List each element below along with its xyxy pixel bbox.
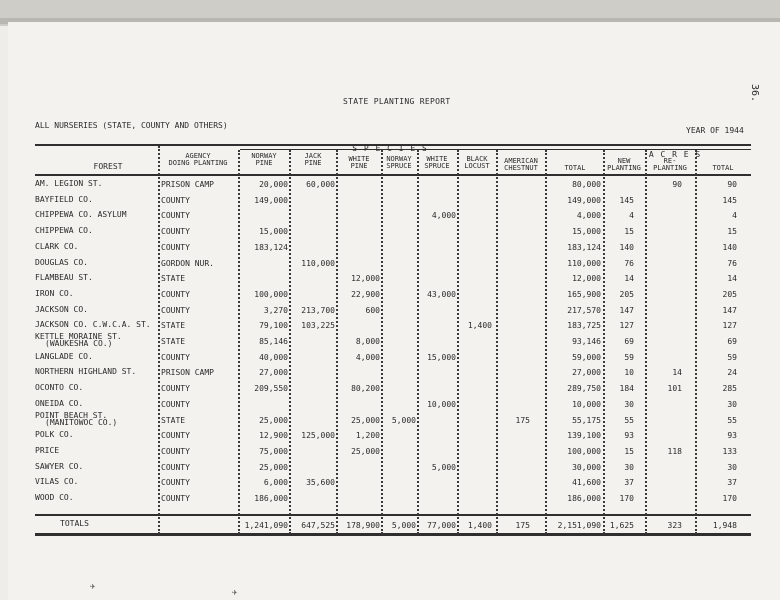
cell-norway-pine: 27,000 bbox=[259, 368, 288, 377]
agency-name: COUNTY bbox=[161, 243, 190, 252]
cell-new-planting: 127 bbox=[619, 321, 634, 330]
column-divider bbox=[603, 150, 605, 534]
forest-name: ONEIDA CO. bbox=[35, 399, 84, 408]
cell-total: 183,725 bbox=[567, 321, 601, 330]
agency-name: COUNTY bbox=[161, 196, 190, 205]
agency-name: GORDON NUR. bbox=[161, 259, 214, 268]
cell-acres-total: 69 bbox=[727, 337, 737, 346]
header-rule-bottom bbox=[35, 174, 751, 176]
forest-name: DOUGLAS CO. bbox=[35, 258, 88, 267]
forest-name: SAWYER CO. bbox=[35, 462, 84, 471]
cell-total: 100,000 bbox=[567, 447, 601, 456]
cell-white-pine: 25,000 bbox=[351, 447, 380, 456]
cell-new-planting: 205 bbox=[619, 290, 634, 299]
cell-new-planting: 69 bbox=[624, 337, 634, 346]
col-forest: FOREST bbox=[93, 162, 123, 171]
forest-name: POINT BEACH ST. bbox=[35, 411, 108, 420]
cell-norway-pine: 79,100 bbox=[259, 321, 288, 330]
cell-norway-pine: 20,000 bbox=[259, 180, 288, 189]
col-american-chestnut: AMERICAN CHESTNUT bbox=[504, 157, 538, 172]
agency-name: COUNTY bbox=[161, 353, 190, 362]
cell-acres-total: 90 bbox=[727, 180, 737, 189]
cell-norway-pine: 15,000 bbox=[259, 227, 288, 236]
cell-norway-pine: 209,550 bbox=[254, 384, 288, 393]
cell-total: 183,124 bbox=[567, 243, 601, 252]
forest-name: WOOD CO. bbox=[35, 493, 74, 502]
forest-name: JACKSON CO. bbox=[35, 305, 88, 314]
cell-acres-total: 55 bbox=[727, 416, 737, 425]
total-norway-pine: 1,241,090 bbox=[244, 521, 288, 530]
cell-new-planting: 140 bbox=[619, 243, 634, 252]
cell-jack-pine: 125,000 bbox=[301, 431, 335, 440]
cell-new-planting: 170 bbox=[619, 494, 634, 503]
cell-white-pine: 12,000 bbox=[351, 274, 380, 283]
cell-white-pine: 80,200 bbox=[351, 384, 380, 393]
cell-norway-pine: 186,000 bbox=[254, 494, 288, 503]
cell-acres-total: 147 bbox=[722, 306, 737, 315]
scan-mark-glyph: ✈ bbox=[232, 588, 238, 598]
cell-jack-pine: 35,600 bbox=[306, 478, 335, 487]
forest-name: CHIPPEWA CO. ASYLUM bbox=[35, 210, 127, 219]
cell-total: 93,146 bbox=[572, 337, 601, 346]
agency-name: PRISON CAMP bbox=[161, 368, 214, 377]
cell-acres-total: 59 bbox=[727, 353, 737, 362]
forest-name: BAYFIELD CO. bbox=[35, 195, 93, 204]
forest-name: FLAMBEAU ST. bbox=[35, 273, 93, 282]
forest-name: CLARK CO. bbox=[35, 242, 79, 251]
col-black-locust: BLACK LOCUST bbox=[464, 155, 490, 170]
col-acres-total: TOTAL bbox=[712, 164, 734, 172]
cell-norway-pine: 25,000 bbox=[259, 463, 288, 472]
cell-new-planting: 145 bbox=[619, 196, 634, 205]
forest-name: POLK CO. bbox=[35, 430, 74, 439]
report-subtitle: ALL NURSERIES (STATE, COUNTY AND OTHERS) bbox=[35, 121, 228, 130]
cell-white-pine: 1,200 bbox=[355, 431, 380, 440]
report-title: STATE PLANTING REPORT bbox=[343, 97, 451, 106]
total-white-spruce: 77,000 bbox=[427, 521, 456, 530]
column-divider bbox=[545, 150, 547, 534]
cell-new-planting: 184 bbox=[619, 384, 634, 393]
totals-label: TOTALS bbox=[60, 519, 89, 528]
agency-name: STATE bbox=[161, 416, 186, 425]
cell-american-chestnut: 175 bbox=[515, 416, 530, 425]
forest-name: VILAS CO. bbox=[35, 477, 79, 486]
cell-norway-pine: 149,000 bbox=[254, 196, 288, 205]
total-black-locust: 1,400 bbox=[467, 521, 492, 530]
cell-total: 186,000 bbox=[567, 494, 601, 503]
cell-new-planting: 15 bbox=[624, 227, 634, 236]
cell-acres-total: 127 bbox=[722, 321, 737, 330]
cell-norway-pine: 12,900 bbox=[259, 431, 288, 440]
cell-new-planting: 37 bbox=[624, 478, 634, 487]
report-year: YEAR OF 1944 bbox=[686, 126, 744, 135]
cell-acres-total: 24 bbox=[727, 368, 737, 377]
column-divider bbox=[695, 150, 697, 534]
cell-new-planting: 55 bbox=[624, 416, 634, 425]
cell-total: 41,600 bbox=[572, 478, 601, 487]
cell-white-spruce: 10,000 bbox=[427, 400, 456, 409]
cell-jack-pine: 110,000 bbox=[301, 259, 335, 268]
cell-norway-pine: 85,146 bbox=[259, 337, 288, 346]
col-white-pine: WHITE PINE bbox=[348, 155, 370, 170]
column-divider bbox=[457, 150, 459, 534]
cell-acres-total: 30 bbox=[727, 400, 737, 409]
forest-name: JACKSON CO. C.W.C.A. ST. bbox=[35, 320, 151, 329]
agency-name: COUNTY bbox=[161, 290, 190, 299]
cell-re-planting: 101 bbox=[667, 384, 682, 393]
cell-new-planting: 147 bbox=[619, 306, 634, 315]
cell-new-planting: 4 bbox=[629, 211, 634, 220]
cell-total: 217,570 bbox=[567, 306, 601, 315]
cell-acres-total: 4 bbox=[732, 211, 737, 220]
species-group-header: S P E C I E S bbox=[352, 144, 428, 153]
cell-white-pine: 600 bbox=[365, 306, 380, 315]
acres-group-header: A C R E S bbox=[648, 150, 702, 159]
cell-total: 30,000 bbox=[572, 463, 601, 472]
column-divider bbox=[158, 146, 160, 534]
cell-acres-total: 14 bbox=[727, 274, 737, 283]
cell-acres-total: 205 bbox=[722, 290, 737, 299]
column-divider bbox=[238, 150, 240, 534]
cell-white-spruce: 15,000 bbox=[427, 353, 456, 362]
col-agency: AGENCY DOING PLANTING bbox=[168, 152, 228, 167]
cell-acres-total: 93 bbox=[727, 431, 737, 440]
cell-white-pine: 8,000 bbox=[355, 337, 380, 346]
agency-name: PRISON CAMP bbox=[161, 180, 214, 189]
agency-name: COUNTY bbox=[161, 431, 190, 440]
forest-name: KETTLE MORAINE ST. bbox=[35, 332, 122, 341]
cell-new-planting: 59 bbox=[624, 353, 634, 362]
cell-jack-pine: 213,700 bbox=[301, 306, 335, 315]
cell-white-spruce: 43,000 bbox=[427, 290, 456, 299]
forest-name: AM. LEGION ST. bbox=[35, 179, 103, 188]
agency-name: COUNTY bbox=[161, 400, 190, 409]
cell-norway-spruce: 5,000 bbox=[391, 416, 416, 425]
total-total: 2,151,090 bbox=[557, 521, 601, 530]
cell-norway-pine: 183,124 bbox=[254, 243, 288, 252]
forest-name-sub: (WAUKESHA CO.) bbox=[45, 339, 113, 348]
agency-name: COUNTY bbox=[161, 211, 190, 220]
cell-total: 59,000 bbox=[572, 353, 601, 362]
column-divider bbox=[381, 150, 383, 534]
cell-acres-total: 15 bbox=[727, 227, 737, 236]
cell-acres-total: 76 bbox=[727, 259, 737, 268]
cell-new-planting: 93 bbox=[624, 431, 634, 440]
cell-acres-total: 37 bbox=[727, 478, 737, 487]
cell-black-locust: 1,400 bbox=[467, 321, 492, 330]
total-jack-pine: 647,525 bbox=[301, 521, 335, 530]
cell-total: 27,000 bbox=[572, 368, 601, 377]
col-jack-pine: JACK PINE bbox=[304, 152, 322, 167]
agency-name: COUNTY bbox=[161, 478, 190, 487]
cell-norway-pine: 75,000 bbox=[259, 447, 288, 456]
agency-name: COUNTY bbox=[161, 227, 190, 236]
agency-name: COUNTY bbox=[161, 384, 190, 393]
column-divider bbox=[336, 150, 338, 534]
cell-total: 80,000 bbox=[572, 180, 601, 189]
cell-new-planting: 15 bbox=[624, 447, 634, 456]
cell-total: 139,100 bbox=[567, 431, 601, 440]
column-divider bbox=[417, 150, 419, 534]
col-norway-pine: NORWAY PINE bbox=[251, 152, 277, 167]
cell-norway-pine: 3,270 bbox=[263, 306, 288, 315]
cell-white-spruce: 5,000 bbox=[431, 463, 456, 472]
col-white-spruce: WHITE SPRUCE bbox=[424, 155, 450, 170]
forest-name: OCONTO CO. bbox=[35, 383, 84, 392]
cell-total: 55,175 bbox=[572, 416, 601, 425]
agency-name: STATE bbox=[161, 274, 186, 283]
totals-rule-bottom bbox=[35, 533, 751, 536]
cell-norway-pine: 25,000 bbox=[259, 416, 288, 425]
cell-acres-total: 285 bbox=[722, 384, 737, 393]
col-norway-spruce: NORWAY SPRUCE bbox=[386, 155, 412, 170]
cell-norway-pine: 100,000 bbox=[254, 290, 288, 299]
total-re-planting: 323 bbox=[667, 521, 682, 530]
cell-acres-total: 30 bbox=[727, 463, 737, 472]
cell-acres-total: 140 bbox=[722, 243, 737, 252]
cell-new-planting: 76 bbox=[624, 259, 634, 268]
total-white-pine: 178,900 bbox=[346, 521, 380, 530]
cell-total: 15,000 bbox=[572, 227, 601, 236]
cell-new-planting: 30 bbox=[624, 463, 634, 472]
forest-name: IRON CO. bbox=[35, 289, 74, 298]
cell-re-planting: 118 bbox=[667, 447, 682, 456]
cell-norway-pine: 6,000 bbox=[263, 478, 288, 487]
cell-white-pine: 22,900 bbox=[351, 290, 380, 299]
column-divider bbox=[289, 150, 291, 534]
cell-total: 149,000 bbox=[567, 196, 601, 205]
cell-total: 110,000 bbox=[567, 259, 601, 268]
cell-jack-pine: 60,000 bbox=[306, 180, 335, 189]
forest-name-sub: (MANITOWOC CO.) bbox=[45, 418, 118, 427]
total-american-chestnut: 175 bbox=[515, 521, 530, 530]
cell-total: 10,000 bbox=[572, 400, 601, 409]
cell-white-spruce: 4,000 bbox=[431, 211, 456, 220]
col-new-planting: NEW PLANTING bbox=[607, 157, 641, 172]
forest-name: NORTHERN HIGHLAND ST. bbox=[35, 367, 137, 376]
agency-name: STATE bbox=[161, 337, 186, 346]
cell-new-planting: 30 bbox=[624, 400, 634, 409]
cell-new-planting: 14 bbox=[624, 274, 634, 283]
col-re-planting: RE- PLANTING bbox=[653, 157, 687, 172]
cell-acres-total: 133 bbox=[722, 447, 737, 456]
cell-re-planting: 90 bbox=[672, 180, 682, 189]
cell-acres-total: 170 bbox=[722, 494, 737, 503]
cell-total: 4,000 bbox=[576, 211, 601, 220]
scan-mark-glyph: ✈ bbox=[90, 582, 96, 592]
totals-rule-top bbox=[35, 514, 751, 516]
forest-name: PRICE bbox=[35, 446, 60, 455]
column-divider bbox=[496, 150, 498, 534]
cell-total: 165,900 bbox=[567, 290, 601, 299]
cell-total: 289,750 bbox=[567, 384, 601, 393]
cell-white-pine: 25,000 bbox=[351, 416, 380, 425]
agency-name: COUNTY bbox=[161, 463, 190, 472]
agency-name: COUNTY bbox=[161, 447, 190, 456]
total-norway-spruce: 5,000 bbox=[391, 521, 416, 530]
agency-name: COUNTY bbox=[161, 306, 190, 315]
cell-norway-pine: 40,000 bbox=[259, 353, 288, 362]
cell-acres-total: 145 bbox=[722, 196, 737, 205]
forest-name: LANGLADE CO. bbox=[35, 352, 93, 361]
page-number: 36. bbox=[749, 83, 761, 103]
agency-name: STATE bbox=[161, 321, 186, 330]
col-total: TOTAL bbox=[564, 164, 586, 172]
column-divider bbox=[645, 150, 647, 534]
agency-name: COUNTY bbox=[161, 494, 190, 503]
cell-re-planting: 14 bbox=[672, 368, 682, 377]
cell-new-planting: 10 bbox=[624, 368, 634, 377]
cell-jack-pine: 103,225 bbox=[301, 321, 335, 330]
total-new-planting: 1,625 bbox=[609, 521, 634, 530]
cell-white-pine: 4,000 bbox=[355, 353, 380, 362]
cell-total: 12,000 bbox=[572, 274, 601, 283]
total-acres-total: 1,948 bbox=[712, 521, 737, 530]
forest-name: CHIPPEWA CO. bbox=[35, 226, 93, 235]
